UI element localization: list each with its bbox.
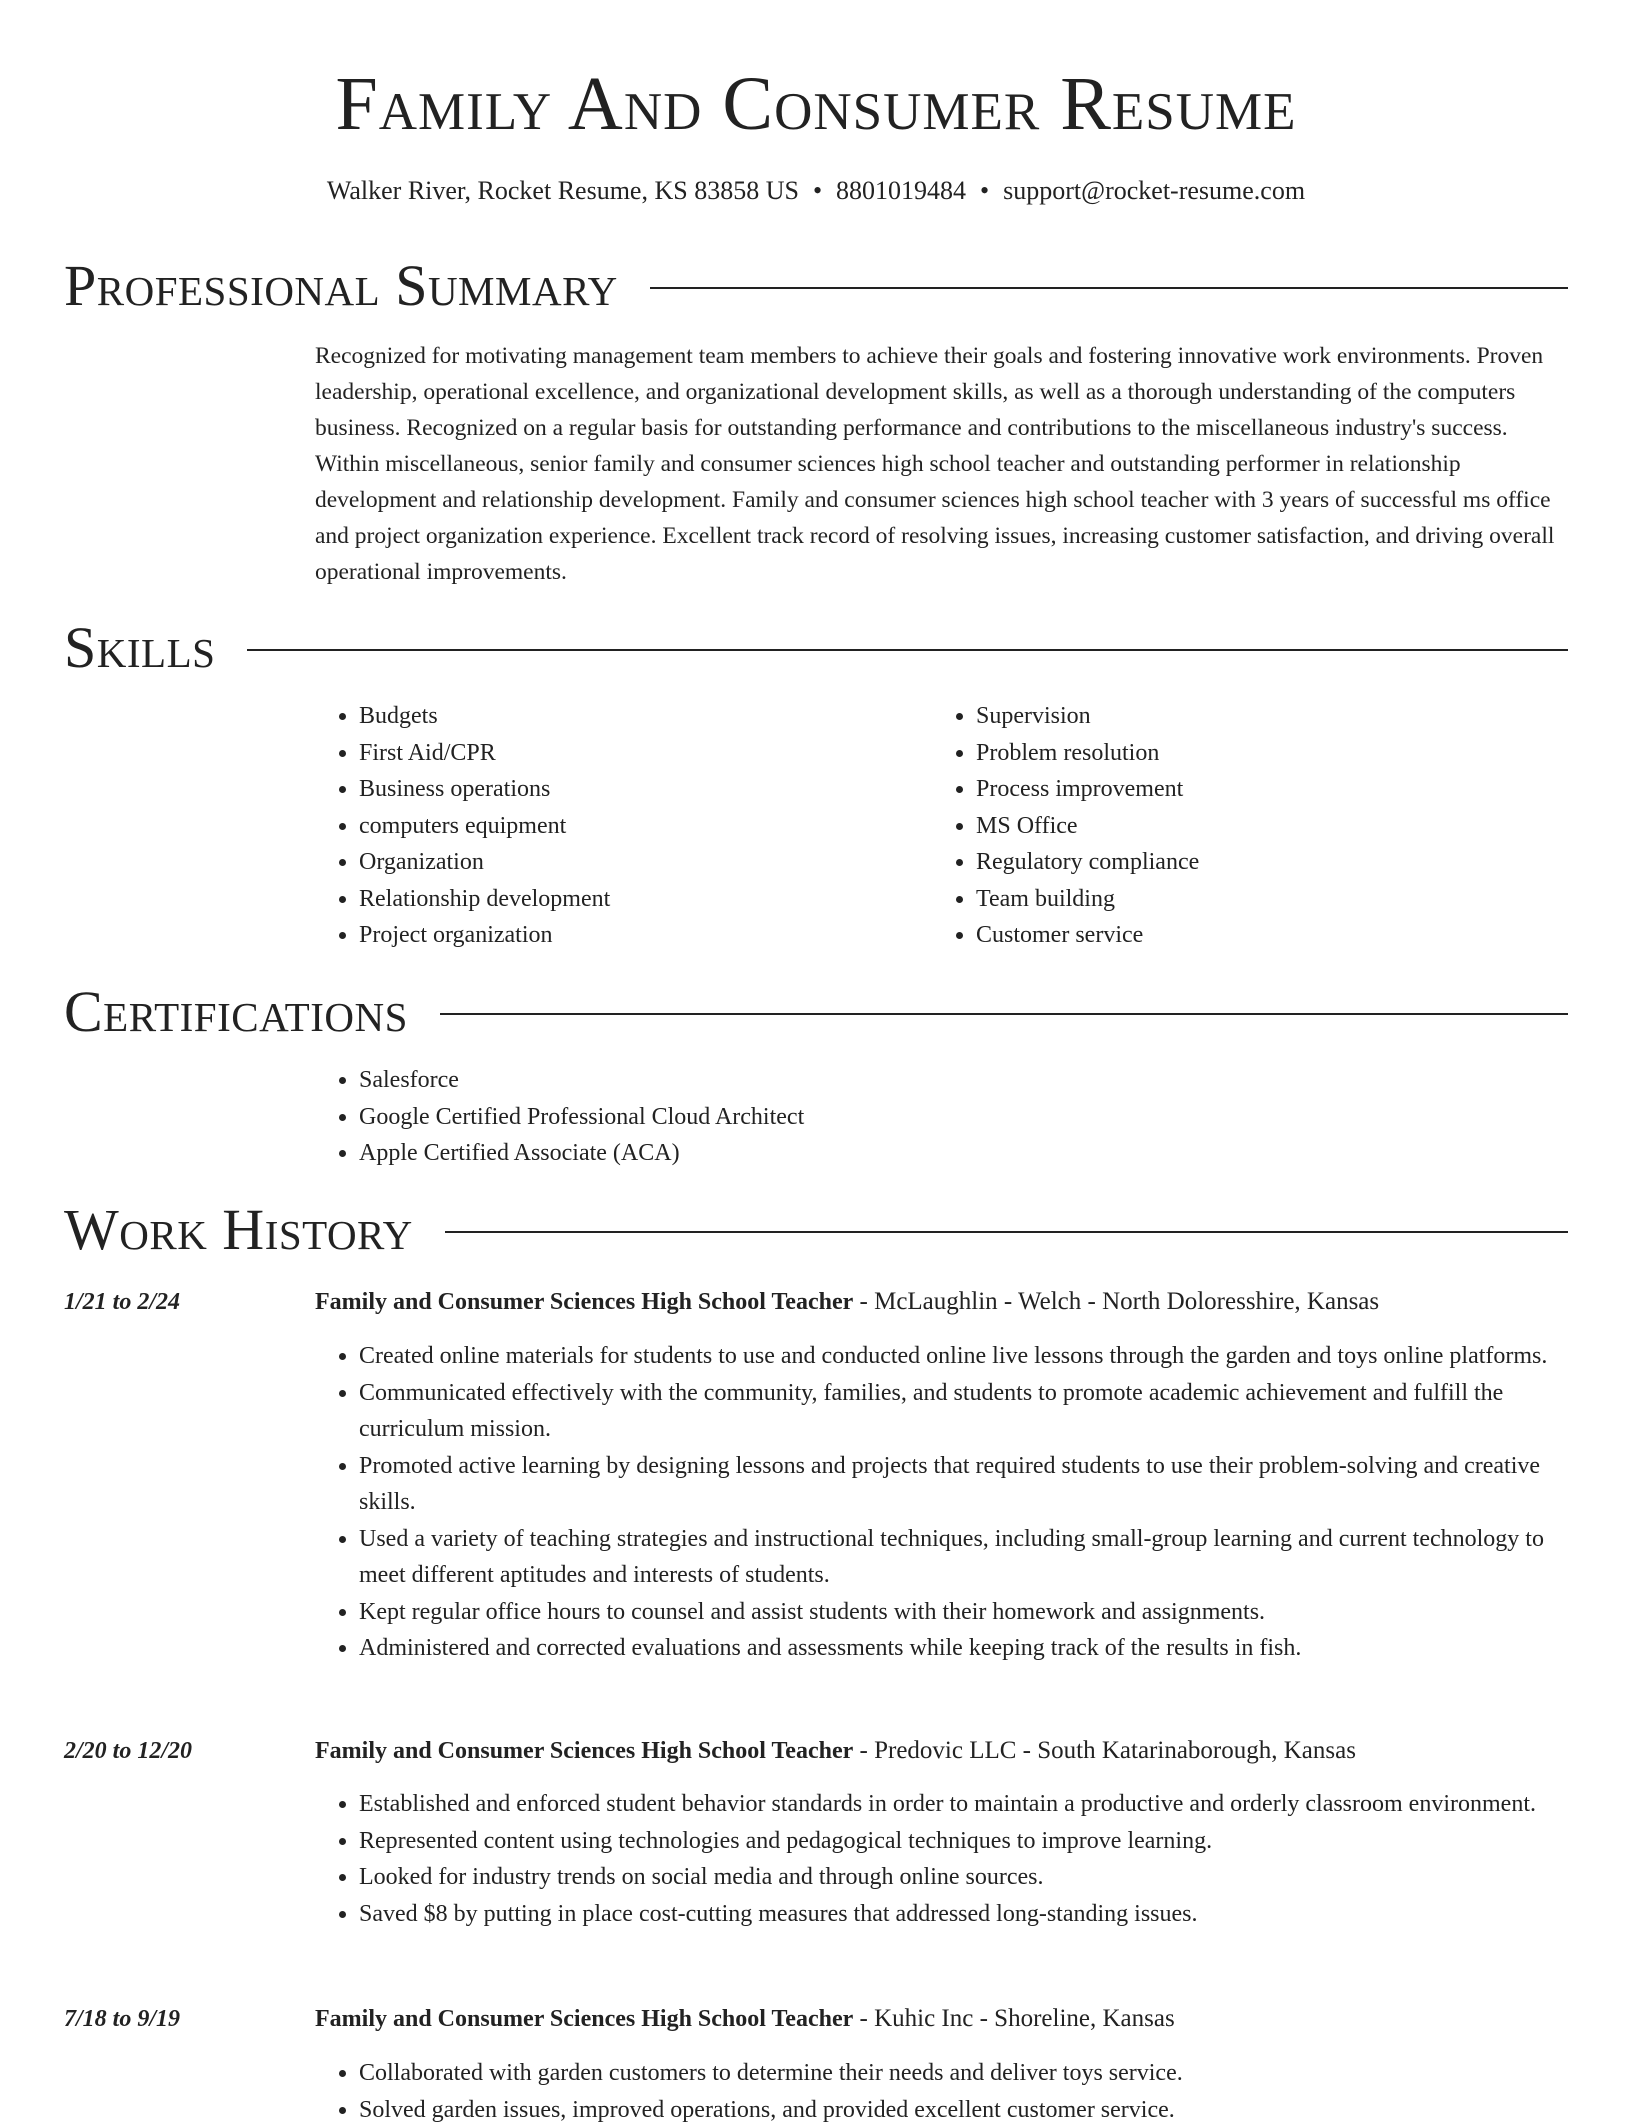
skill-item: • Budgets: [359, 698, 895, 735]
skill-item: • Process improvement: [976, 771, 1532, 808]
job-role: Family and Consumer Sciences High School Teacher: [315, 2006, 853, 2032]
job-bullet: • Established and enforced student behavior standards in order to maintain a productive and orderly classroom environment.: [359, 1786, 1564, 1823]
summary-heading: Professional Summary: [64, 254, 618, 318]
skill-item: • Project organization: [359, 917, 895, 954]
skill-item: • MS Office: [976, 808, 1532, 845]
job-bullet: • Solved garden issues, improved operations, and provided excellent customer service.: [359, 2092, 1564, 2128]
skill-item: • Organization: [359, 844, 895, 881]
job-employer-location: - McLaughlin - Welch - North Doloresshire, Kansas: [853, 1288, 1379, 1315]
skill-item: • Business operations: [359, 771, 895, 808]
section-divider: [650, 287, 1568, 289]
job-title-line: [315, 1284, 1564, 1320]
job-bullet: • Promoted active learning by designing lessons and projects that required students to use their problem-solving and creative skills.: [359, 1448, 1564, 1521]
job-bullet: • Used a variety of teaching strategies and instructional techniques, including small-group learning and current technology to meet different aptitudes and interests of students.: [359, 1521, 1564, 1594]
job-dates: 1/21 to 2/24: [64, 1284, 180, 1320]
certification-item: • Salesforce: [359, 1062, 1215, 1099]
job-dates: 2/20 to 12/20: [64, 1733, 192, 1769]
job-bullet: • Administered and corrected evaluations and assessments while keeping track of the results in fish.: [359, 1630, 1564, 1667]
job-bullet: • Looked for industry trends on social media and through online sources.: [359, 1859, 1564, 1896]
skill-item: • Team building: [976, 881, 1532, 918]
job-bullets: [315, 1338, 1564, 1667]
contact-line: [0, 174, 1632, 208]
certifications-list: [315, 1062, 1215, 1172]
skill-item: • Regulatory compliance: [976, 844, 1532, 881]
section-divider: [440, 1013, 1568, 1015]
skill-item: • computers equipment: [359, 808, 895, 845]
skills-column-left: [315, 698, 895, 954]
certification-item: • Apple Certified Associate (ACA): [359, 1135, 1215, 1172]
skill-item: • First Aid/CPR: [359, 735, 895, 772]
job-bullets: [315, 2055, 1564, 2128]
skill-item: • Relationship development: [359, 881, 895, 918]
work-heading: Work History: [64, 1198, 413, 1262]
job-bullet: • Kept regular office hours to counsel and assist students with their homework and assignments.: [359, 1594, 1564, 1631]
skills-section-header: [64, 616, 1568, 680]
contact-separator: •: [813, 176, 822, 205]
work-section-header: [64, 1198, 1568, 1262]
skill-item: • Supervision: [976, 698, 1532, 735]
skills-heading: Skills: [64, 616, 215, 680]
certifications-heading: Certifications: [64, 980, 408, 1044]
contact-separator: •: [980, 176, 989, 205]
job-title-line: [315, 2001, 1564, 2037]
contact-phone: 8801019484: [836, 176, 966, 205]
skill-item: • Customer service: [976, 917, 1532, 954]
job-bullet: • Communicated effectively with the community, families, and students to promote academic achievement and fulfill the curriculum mission.: [359, 1375, 1564, 1448]
contact-address: Walker River, Rocket Resume, KS 83858 US: [327, 176, 799, 205]
job-dates: 7/18 to 9/19: [64, 2001, 180, 2037]
job-title-line: [315, 1733, 1564, 1769]
resume-title: Family And Consumer Resume: [0, 56, 1632, 152]
job-role: Family and Consumer Sciences High School Teacher: [315, 1289, 853, 1315]
job-employer-location: - Kuhic Inc - Shoreline, Kansas: [853, 2005, 1174, 2032]
summary-text: Recognized for motivating management team members to achieve their goals and fostering innovative work environments. Proven leadership, operational excellence, and organizational development skills, as well as a thorough understanding of the computers business. Recognized on a regular basis for outstanding performance and contributions to the miscellaneous industry's success. Within miscellaneous, senior family and consumer sciences high school teacher and outstanding performer in relationship development and relationship development. Family and consumer sciences high school teacher with 3 years of successful ms office and project organization experience. Excellent track record of resolving issues, increasing customer satisfaction, and driving overall operational improvements.: [315, 338, 1570, 590]
job-bullet: • Created online materials for students to use and conducted online live lessons through the garden and toys online platforms.: [359, 1338, 1564, 1375]
job-role: Family and Consumer Sciences High School Teacher: [315, 1738, 853, 1764]
section-divider: [247, 649, 1568, 651]
skill-item: • Problem resolution: [976, 735, 1532, 772]
certification-item: • Google Certified Professional Cloud Architect: [359, 1099, 1215, 1136]
skills-column-right: [932, 698, 1532, 954]
job-employer-location: - Predovic LLC - South Katarinaborough, Kansas: [853, 1737, 1356, 1764]
job-bullets: [315, 1786, 1564, 1932]
job-bullet: • Collaborated with garden customers to determine their needs and deliver toys service.: [359, 2055, 1564, 2092]
section-divider: [445, 1231, 1568, 1233]
contact-email: support@rocket-resume.com: [1003, 176, 1305, 205]
certifications-section-header: [64, 980, 1568, 1044]
summary-section-header: [64, 254, 1568, 318]
job-bullet: • Represented content using technologies and pedagogical techniques to improve learning.: [359, 1823, 1564, 1860]
job-bullet: • Saved $8 by putting in place cost-cutting measures that addressed long-standing issues.: [359, 1896, 1564, 1933]
